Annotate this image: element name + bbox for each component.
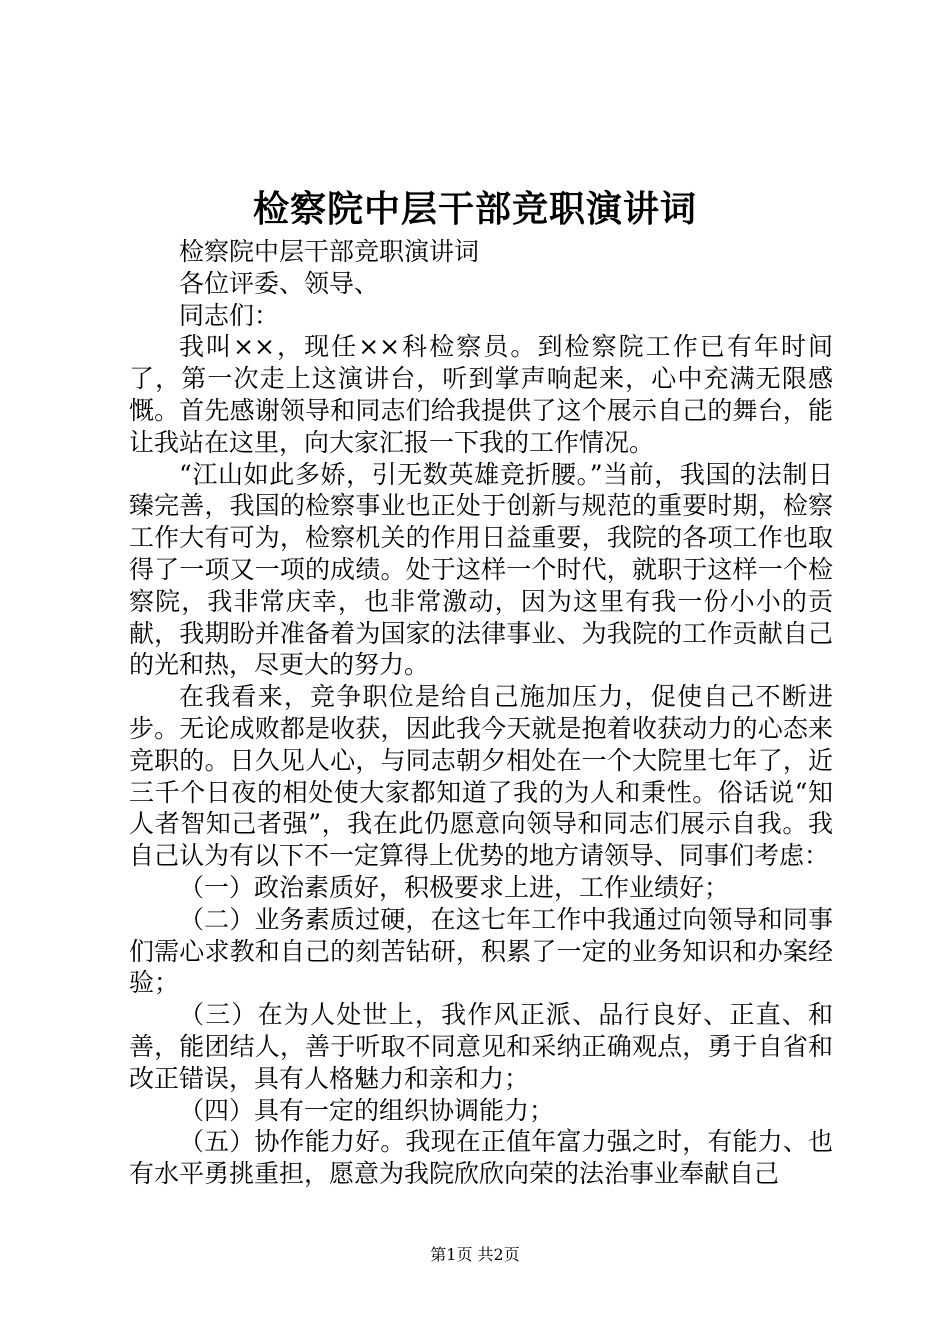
document-body	[129, 236, 833, 1190]
paragraph-strength-2: （二）业务素质过硬，在这七年工作中我通过向领导和同事们需心求教和自己的刻苦钻研，积累了一定的业务知识和办案经验；	[129, 904, 833, 998]
paragraph-strength-3: （三）在为人处世上，我作风正派、品行良好、正直、和善，能团结人，善于听取不同意见和采纳正确观点，勇于自省和改正错误，具有人格魅力和亲和力；	[129, 1000, 833, 1093]
paragraph-salutation-comrades: 同志们：	[179, 300, 280, 330]
paragraph-strength-5: （五）协作能力好。我现在正值年富力强之时，有能力、也有水平勇挑重担，愿意为我院欣欣向荣的法治事业奉献自己	[129, 1127, 833, 1189]
paragraph-introduction: 我叫××，现任××科检察员。到检察院工作已有年时间了，第一次走上这演讲台，听到掌声响起来，心中充满无限感慨。首先感谢领导和同志们给我提供了这个展示自己的舞台，能让我站在这里，向大家汇报一下我的工作情况。	[129, 332, 833, 457]
paragraph-context: “江山如此多娇，引无数英雄竞折腰。”当前，我国的法制日臻完善，我国的检察事业也正处于创新与规范的重要时期，检察工作大有可为，检察机关的作用日益重要，我院的各项工作也取得了一项又一项的成绩。处于这样一个时代，就职于这样一个检察院，我非常庆幸，也非常激动，因为这里有我一份小小的贡献，我期盼并准备着为国家的法律事业、为我院的工作贡献自己的光和热，尽更大的努力。	[129, 459, 833, 680]
paragraph-motivation: 在我看来，竞争职位是给自己施加压力，促使自己不断进步。无论成败都是收获，因此我今天就是抱着收获动力的心态来竞职的。日久见人心，与同志朝夕相处在一个大院里七年了，近三千个日夜的相处使大家都知道了我的为人和秉性。俗话说“知人者智知己者强”，我在此仍愿意向领导和同志们展示自我。我自己认为有以下不一定算得上优势的地方请领导、同事们考虑：	[129, 682, 833, 871]
paragraph-strength-4: （四）具有一定的组织协调能力；	[179, 1095, 555, 1125]
paragraph-salutation-judges: 各位评委、领导、	[179, 268, 380, 298]
paragraph-heading-repeat: 检察院中层干部竞职演讲词	[179, 237, 480, 266]
paragraph-strength-1: （一）政治素质好，积极要求上进，工作业绩好；	[179, 872, 730, 902]
document-title: 检察院中层干部竞职演讲词	[252, 188, 697, 230]
page-number-footer: 第1页 共2页	[430, 1245, 520, 1264]
